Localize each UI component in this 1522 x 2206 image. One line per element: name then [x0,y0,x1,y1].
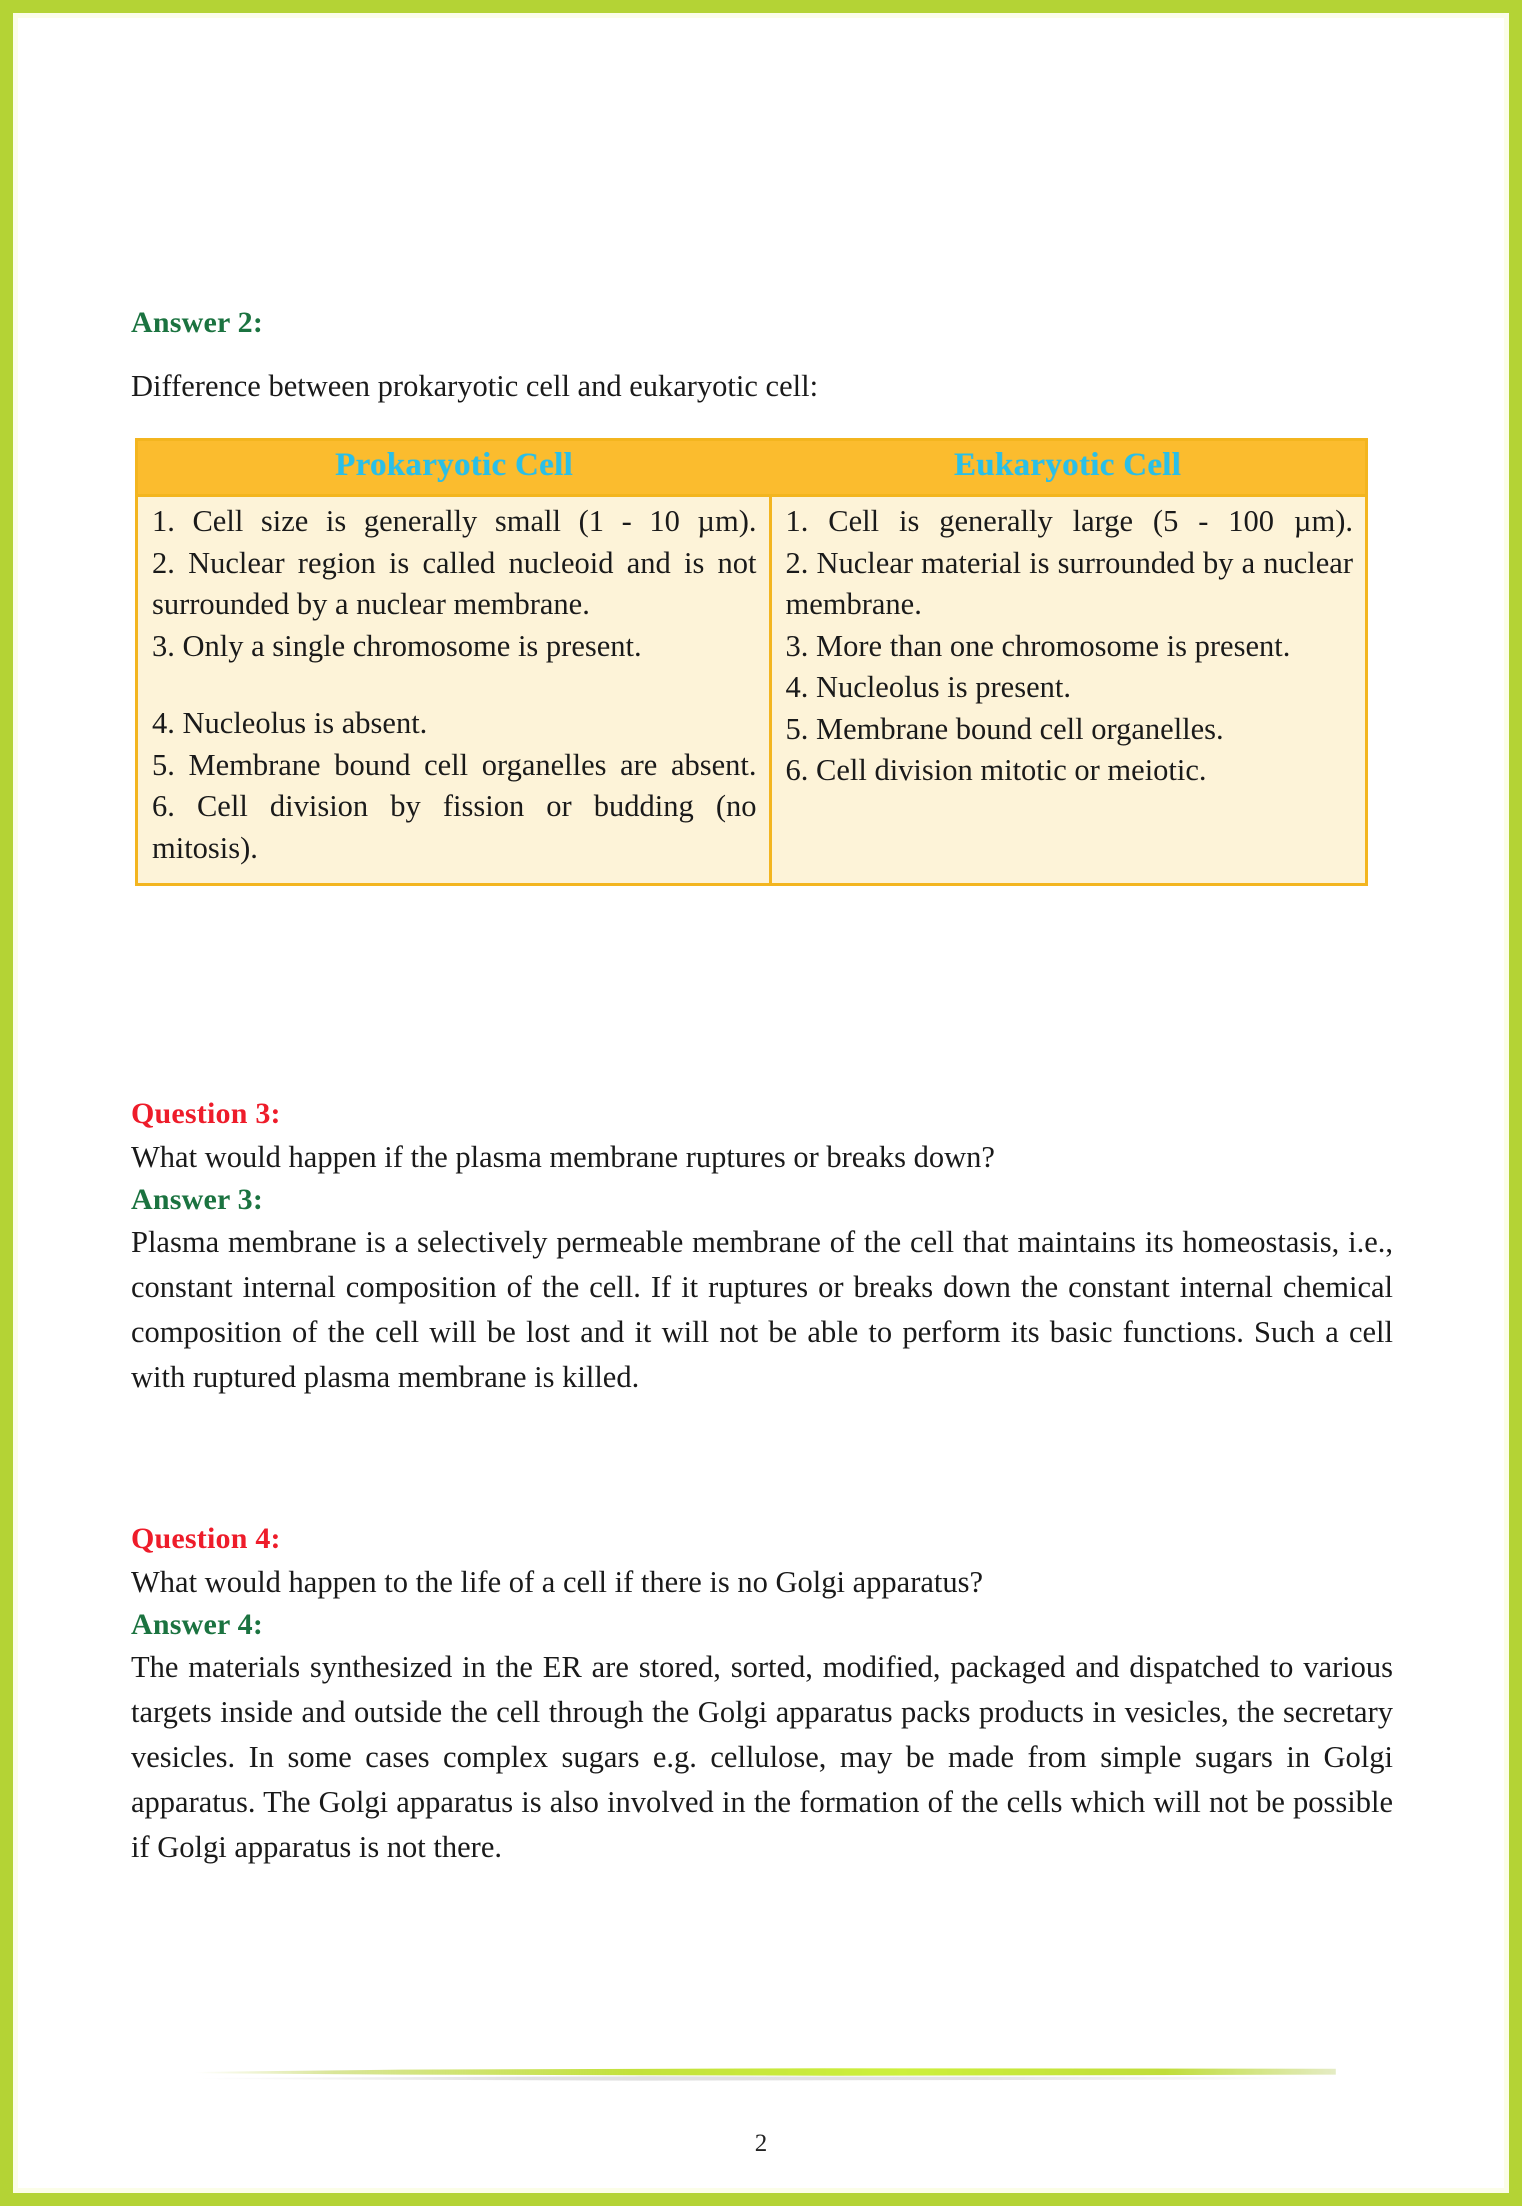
table-header-prokaryotic: Prokaryotic Cell [137,440,771,496]
list-item: 6. Cell division by fission or budding (no mitosis). [152,789,757,865]
list-item: 5. Membrane bound cell organelles are absent. [152,747,757,782]
list-item: 2. Nuclear region is called nucleoid and is not surrounded by a nuclear membrane. [152,545,757,621]
table-cell-eukaryotic [770,496,1367,885]
answer-2-heading: Answer 2: [131,306,264,339]
table-header-eukaryotic: Eukaryotic Cell [770,440,1367,496]
question-4-text: What would happen to the life of a cell if there is no Golgi apparatus? [131,1564,984,1599]
question-3-text: What would happen if the plasma membrane ruptures or breaks down? [131,1139,995,1174]
table-header-row [137,440,1367,496]
answer-3-heading: Answer 3: [131,1182,264,1216]
list-item: 4. Nucleolus is absent. [152,706,428,740]
page-content [131,0,1393,2206]
eukaryotic-point-list [786,501,1354,792]
answer-4-heading: Answer 4: [131,1607,264,1641]
list-item: 1. Cell size is generally small (1 - 10 µm). [152,504,757,538]
page-number: 2 [754,2130,768,2157]
list-item: 2. Nuclear material is surrounded by a nuclear membrane. [785,545,1353,621]
answer-2-section [131,305,1393,409]
list-item: 4. Nucleolus is present. [785,670,1071,704]
question-4-heading: Question 4: [131,1522,281,1555]
table-cell-prokaryotic [137,496,771,885]
prokaryotic-point-list [152,501,757,869]
list-item: 3. More than one chromosome is present. [785,628,1291,663]
list-item: 3. Only a single chromosome is present. [152,628,642,663]
question-3-heading: Question 3: [131,1097,281,1130]
answer-3-text: Plasma membrane is a selectively permeable membrane of the cell that maintains its homeostasis, i.e., constant internal composition of the cell. If it ruptures or breaks down the constant internal chemical composition of the cell will be lost and it will not be able to perform its basic functions. Such a cell with ruptured plasma membrane is killed. [131,1225,1393,1395]
answer-2-intro-text: Difference between prokaryotic cell and eukaryotic cell: [131,368,819,403]
list-item: 6. Cell division mitotic or meiotic. [785,753,1207,787]
prokaryotic-eukaryotic-comparison-table [135,438,1368,886]
list-item: 5. Membrane bound cell organelles. [785,711,1224,746]
answer-4-text: The materials synthesized in the ER are stored, sorted, modified, packaged and dispatched to various targets inside and outside the cell through the Golgi apparatus packs products in vesicles, the secretary vesicles. In some cases complex sugars e.g. cellulose, may be made from simple sugars in Golgi apparatus. The Golgi apparatus is also involved in the formation of the cells which will not be possible if Golgi apparatus is not there. [131,1650,1393,1865]
question-4-section [131,1521,1393,1870]
question-3-section [131,1096,1393,1400]
table-row [137,496,1367,885]
list-item: 1. Cell is generally large (5 - 100 µm). [785,504,1353,538]
